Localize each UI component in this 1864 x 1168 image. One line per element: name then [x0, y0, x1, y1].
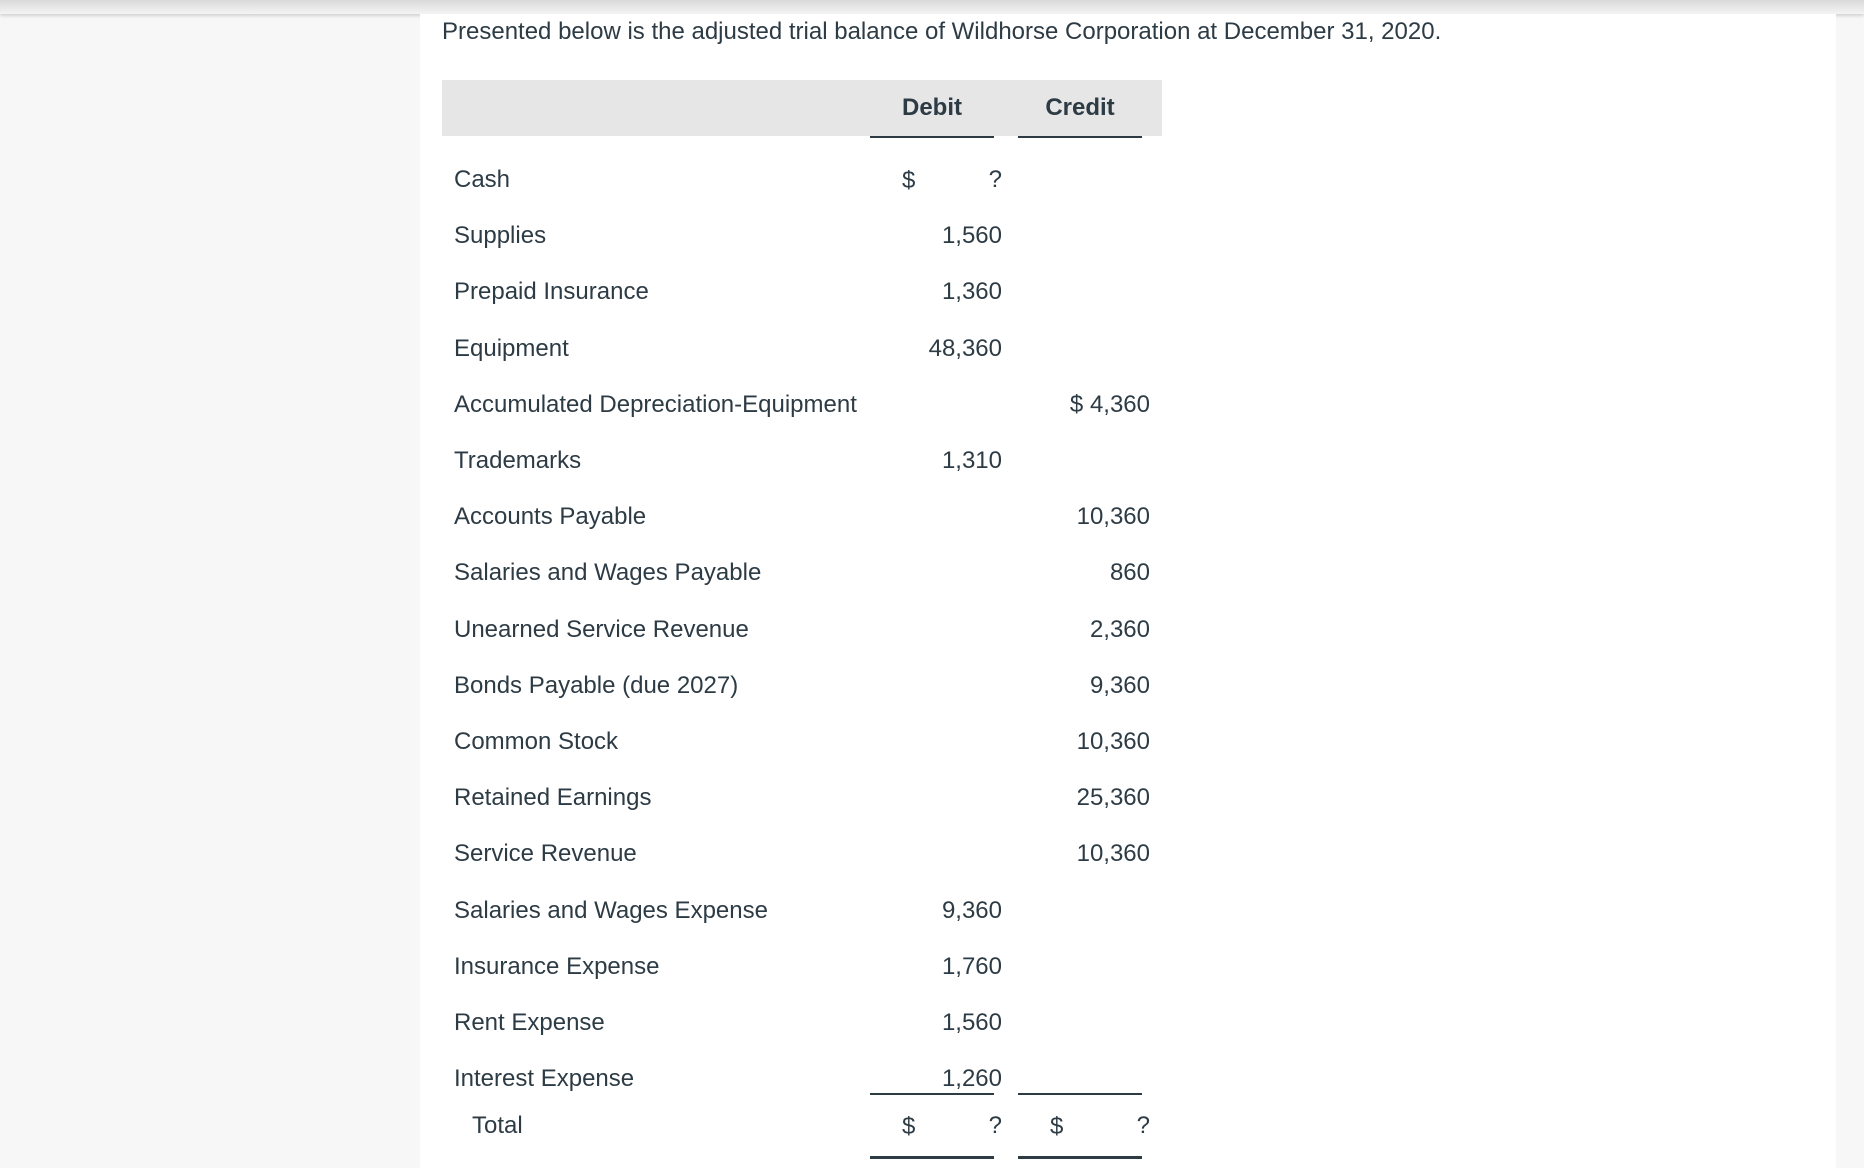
account-name: Prepaid Insurance: [454, 278, 649, 306]
total-debit-value: ?: [988, 1112, 1002, 1139]
table-row: [442, 264, 1162, 320]
debit-amount: 1,760: [941, 952, 1002, 980]
debit-amount: 1,260: [941, 1065, 1002, 1093]
table-row: [442, 883, 1162, 939]
credit-amount: 2,360: [1089, 615, 1150, 643]
debit-double-rule: [870, 1156, 994, 1159]
table-row: [442, 489, 1162, 545]
total-debit-currency: $: [902, 1113, 916, 1140]
credit-amount: 10,360: [1076, 728, 1150, 755]
table-row: [442, 208, 1162, 264]
total-credit-currency: $: [1050, 1113, 1064, 1140]
total-label: Total: [472, 1112, 523, 1139]
account-name: Common Stock: [454, 728, 619, 755]
debit-currency: $: [902, 167, 916, 194]
credit-amount: 10,360: [1076, 503, 1150, 531]
account-name: Salaries and Wages Expense: [454, 896, 768, 924]
credit-amount: 10,360: [1076, 840, 1150, 868]
account-name: Insurance Expense: [454, 952, 660, 980]
credit-amount: 25,360: [1076, 784, 1150, 812]
table-row: [442, 602, 1162, 658]
account-name: Service Revenue: [454, 840, 637, 868]
table-row: [442, 545, 1162, 601]
account-name: Trademarks: [454, 447, 582, 474]
debit-header: Debit: [870, 80, 994, 138]
table-row: [442, 770, 1162, 826]
account-name: Bonds Payable (due 2027): [454, 671, 739, 699]
total-row: [442, 1098, 1162, 1154]
table-row: [442, 995, 1162, 1051]
table-row: [442, 714, 1162, 770]
credit-amount: 860: [1109, 559, 1150, 587]
debit-amount: 1,360: [941, 278, 1002, 306]
credit-amount: $ 4,360: [1069, 390, 1150, 418]
debit-total-rule: [870, 1093, 994, 1095]
account-name: Retained Earnings: [454, 784, 652, 812]
top-shadow-bar: [0, 0, 1864, 14]
table-row: [442, 152, 1162, 208]
table-row: [442, 658, 1162, 714]
content-panel: [420, 14, 1836, 1168]
account-name: Salaries and Wages Payable: [454, 559, 762, 587]
account-name: Accumulated Depreciation-Equipment: [454, 390, 857, 418]
credit-total-rule: [1018, 1093, 1142, 1095]
account-name: Interest Expense: [454, 1065, 635, 1093]
table-row: [442, 826, 1162, 882]
account-name: Unearned Service Revenue: [454, 615, 749, 643]
debit-amount: 1,310: [941, 447, 1002, 474]
account-name: Cash: [454, 166, 511, 193]
table-row: [442, 939, 1162, 995]
table-row: [442, 433, 1162, 489]
credit-double-rule: [1018, 1156, 1142, 1159]
account-name: Accounts Payable: [454, 503, 647, 531]
debit-amount: ?: [988, 166, 1002, 193]
credit-amount: 9,360: [1089, 671, 1150, 699]
debit-amount: 9,360: [941, 896, 1002, 924]
debit-amount: 1,560: [941, 222, 1002, 250]
account-name: Supplies: [454, 222, 547, 250]
table-row: [442, 377, 1162, 433]
debit-amount: 1,560: [941, 1009, 1002, 1036]
debit-amount: 48,360: [928, 334, 1002, 362]
credit-header: Credit: [1018, 80, 1142, 138]
total-credit-value: ?: [1136, 1112, 1150, 1139]
account-name: Rent Expense: [454, 1009, 605, 1036]
account-name: Equipment: [454, 334, 569, 362]
table-row: [442, 321, 1162, 377]
intro-text: Presented below is the adjusted trial balance of Wildhorse Corporation at December 31, 2020.: [442, 18, 1442, 45]
